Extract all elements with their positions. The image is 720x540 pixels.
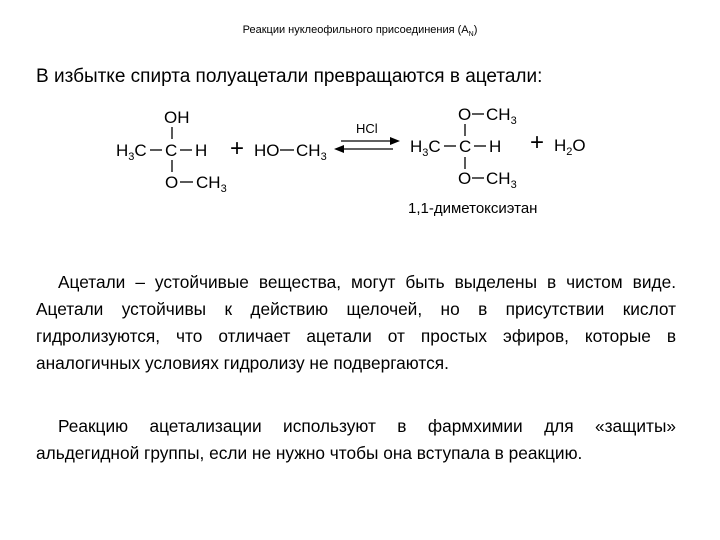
catalyst-label: HCl: [356, 121, 378, 136]
slide-title-subscript: N: [468, 31, 474, 39]
plus-sign-2: +: [530, 129, 545, 156]
product-center-c: C: [459, 137, 472, 156]
reagent-methanol: [254, 141, 327, 163]
slide-title-text: Реакции нуклеофильного присоединения (A: [242, 24, 469, 36]
reactant-ch3: $CH_3$: [196, 173, 227, 195]
equilibrium-arrow: [334, 121, 400, 153]
reactant-o: O: [165, 173, 179, 192]
product-name-caption: 1,1-диметоксиэтан: [408, 200, 538, 217]
slide-title-end: ): [473, 24, 478, 36]
product-structure: [410, 105, 517, 191]
product-bottom-o: O: [458, 169, 472, 188]
reactant-structure: [116, 108, 227, 195]
product-h: H: [489, 137, 502, 156]
product-top-o: O: [458, 105, 472, 124]
reagent-ch3: $CH_3$: [296, 141, 327, 163]
intro-text: В избытке спирта полуацетали превращаются в ацетали:: [36, 66, 543, 87]
paragraph-acetal-stability: Ацетали – устойчивые вещества, могут быть выделены в чистом виде. Ацетали устойчивы к действию щелочей, но в присутствии кислот гидролизуются, что отличает ацетали от простых эфиров, которые в аналогичных условиях гидролизу не подвергаются.: [36, 272, 676, 374]
reactant-h: H: [195, 141, 208, 160]
product-top-ch3: $CH_3$: [486, 105, 517, 127]
reagent-ho: HO: [254, 141, 280, 160]
water: $H_2O$: [554, 136, 586, 158]
reactant-oh: OH: [164, 108, 190, 127]
plus-sign-1: +: [230, 135, 245, 162]
reactant-center-c: C: [165, 141, 178, 160]
reactant-h3c: $H_3C$: [116, 141, 147, 163]
product-bottom-ch3: $CH_3$: [486, 169, 517, 191]
product-h3c: $H_3C$: [410, 137, 441, 159]
paragraph-acetalization-use: Реакцию ацетализации используют в фармхимии для «защиты» альдегидной группы, если не нужно чтобы она вступала в реакцию.: [36, 416, 676, 464]
